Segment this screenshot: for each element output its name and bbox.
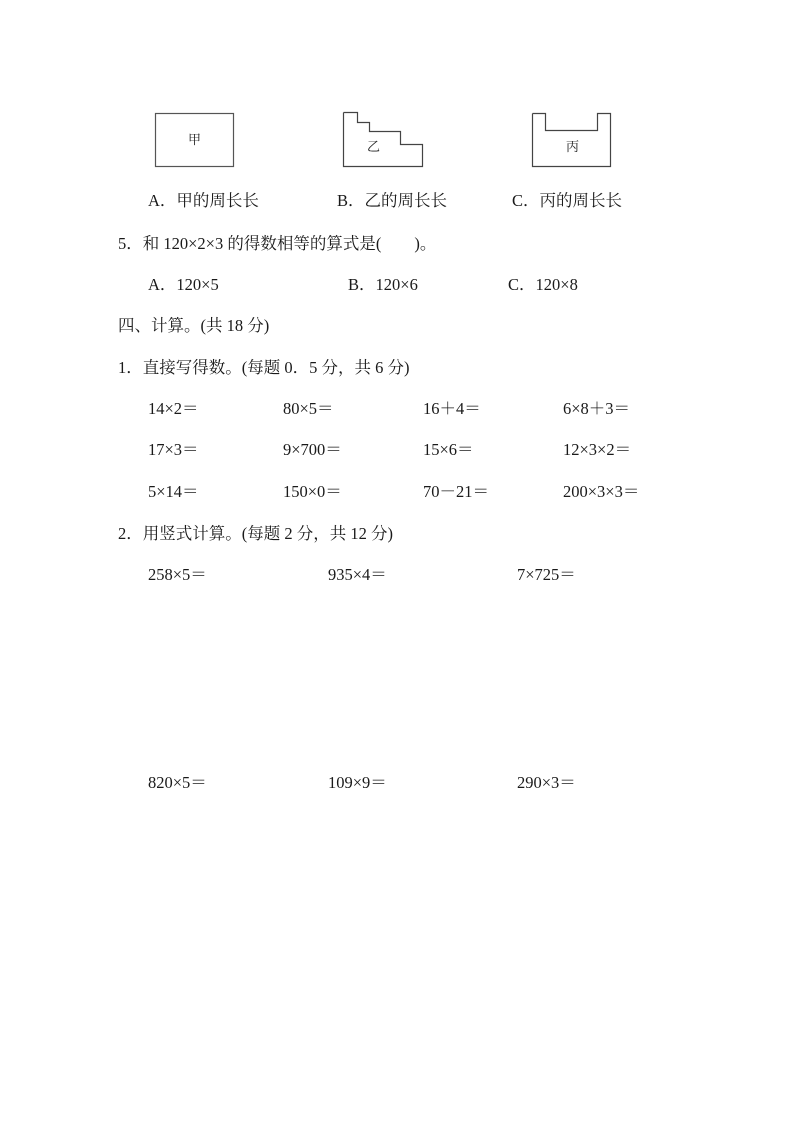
figure-label-jia: 甲 [188,133,202,148]
vertical-calc-item: 820×5＝ [148,773,207,792]
oral-calc-item: 17×3＝ [148,440,199,459]
part1-title: 1．直接写得数。(每题 0．5 分，共 6 分) [118,358,410,377]
option-letter: B． [348,275,376,294]
oral-calc-item: 70－21＝ [423,482,489,501]
vertical-calc-item: 290×3＝ [517,773,576,792]
q5-option-c [508,275,578,295]
option-text: 120×6 [375,275,418,294]
vertical-calc-item: 258×5＝ [148,565,207,584]
vertical-calc-item: 109×9＝ [328,773,387,792]
figure-yi-staircase [344,113,423,167]
option-letter: A． [148,191,177,210]
oral-calc-item: 5×14＝ [148,482,199,501]
option-text: 120×5 [176,275,219,294]
option-text: 丙的周长长 [539,191,623,210]
oral-calc-item: 14×2＝ [148,399,199,418]
vertical-calc-item: 7×725＝ [517,565,576,584]
option-letter: A． [148,275,177,294]
q4-option-a [148,191,259,211]
oral-calc-item: 15×6＝ [423,440,474,459]
oral-calc-item: 200×3×3＝ [563,482,640,501]
oral-calc-item: 80×5＝ [283,399,334,418]
option-letter: B． [337,191,365,210]
oral-calc-item: 6×8＋3＝ [563,399,631,418]
vertical-calc-item: 935×4＝ [328,565,387,584]
oral-calc-item: 150×0＝ [283,482,342,501]
option-letter: C． [512,191,540,210]
section-title: 四、计算。(共 18 分) [118,316,270,335]
oral-calc-item: 16＋4＝ [423,399,481,418]
oral-calc-item: 12×3×2＝ [563,440,632,459]
q5-option-b [348,275,418,295]
option-letter: C． [508,275,536,294]
q4-option-c [512,191,622,211]
q5-option-a [148,275,219,295]
perimeter-figures [0,0,793,200]
figure-label-yi: 乙 [367,140,381,155]
option-text: 120×8 [535,275,578,294]
q5-question: 5．和 120×2×3 的得数相等的算式是( )。 [118,234,437,253]
q4-option-b [337,191,447,211]
figure-label-bing: 丙 [566,140,580,155]
part2-title: 2．用竖式计算。(每题 2 分，共 12 分) [118,524,393,543]
option-text: 乙的周长长 [364,191,448,210]
oral-calc-item: 9×700＝ [283,440,342,459]
option-text: 甲的周长长 [176,191,259,210]
